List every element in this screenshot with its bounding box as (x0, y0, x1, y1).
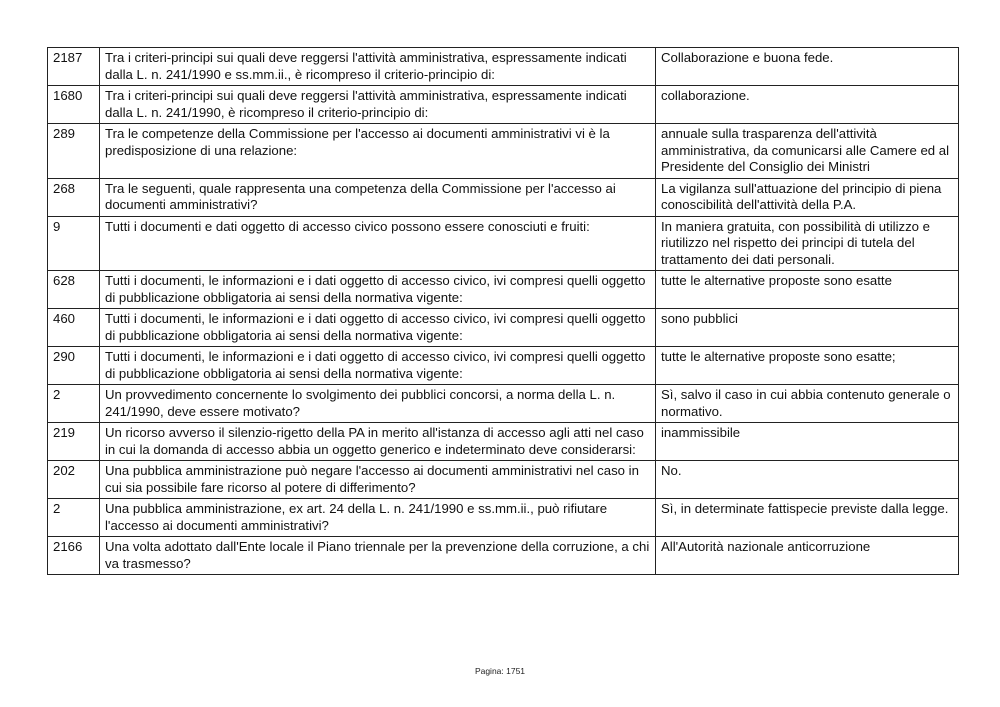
answer-text-cell: sono pubblici (656, 309, 959, 347)
question-id-cell: 2187 (48, 48, 100, 86)
answer-text-cell: collaborazione. (656, 86, 959, 124)
question-id-cell: 628 (48, 271, 100, 309)
answer-text-cell: annuale sulla trasparenza dell'attività amministrativa, da comunicarsi alle Camere ed al Presidente del Consiglio dei Ministri (656, 124, 959, 179)
answer-text-cell: All'Autorità nazionale anticorruzione (656, 537, 959, 575)
question-text-cell: Tutti i documenti, le informazioni e i dati oggetto di accesso civico, ivi compresi quelli oggetto di pubblicazione obbligatoria ai sensi della normativa vigente: (100, 271, 656, 309)
table-row (48, 385, 959, 423)
answer-text-cell: No. (656, 461, 959, 499)
question-text-cell: Una volta adottato dall'Ente locale il Piano triennale per la prevenzione della corruzione, a chi va trasmesso? (100, 537, 656, 575)
page-number: Pagina: 1751 (474, 666, 526, 676)
question-text-cell: Una pubblica amministrazione, ex art. 24 della L. n. 241/1990 e ss.mm.ii., può rifiutare l'accesso ai documenti amministrativi? (100, 499, 656, 537)
question-id-cell: 2 (48, 499, 100, 537)
question-text-cell: Un provvedimento concernente lo svolgimento dei pubblici concorsi, a norma della L. n. 241/1990, deve essere motivato? (100, 385, 656, 423)
quiz-table (47, 47, 959, 575)
question-text-cell: Tra le seguenti, quale rappresenta una competenza della Commissione per l'accesso ai documenti amministrativi? (100, 178, 656, 216)
question-id-cell: 2166 (48, 537, 100, 575)
table-row (48, 48, 959, 86)
question-id-cell: 290 (48, 347, 100, 385)
question-text-cell: Tutti i documenti e dati oggetto di accesso civico possono essere conosciuti e fruiti: (100, 216, 656, 271)
question-text-cell: Tutti i documenti, le informazioni e i dati oggetto di accesso civico, ivi compresi quelli oggetto di pubblicazione obbligatoria ai sensi della normativa vigente: (100, 309, 656, 347)
question-text-cell: Una pubblica amministrazione può negare l'accesso ai documenti amministrativi nel caso in cui sia possibile fare ricorso al potere di differimento? (100, 461, 656, 499)
question-id-cell: 2 (48, 385, 100, 423)
question-id-cell: 219 (48, 423, 100, 461)
question-id-cell: 1680 (48, 86, 100, 124)
answer-text-cell: tutte le alternative proposte sono esatte; (656, 347, 959, 385)
question-id-cell: 289 (48, 124, 100, 179)
table-row (48, 347, 959, 385)
question-id-cell: 268 (48, 178, 100, 216)
question-id-cell: 202 (48, 461, 100, 499)
answer-text-cell: Sì, salvo il caso in cui abbia contenuto generale o normativo. (656, 385, 959, 423)
table-row (48, 423, 959, 461)
table-row (48, 86, 959, 124)
table-row (48, 178, 959, 216)
question-text-cell: Tra le competenze della Commissione per l'accesso ai documenti amministrativi vi è la predisposizione di una relazione: (100, 124, 656, 179)
question-text-cell: Tra i criteri-principi sui quali deve reggersi l'attività amministrativa, espressamente indicati dalla L. n. 241/1990 e ss.mm.ii., è ricompreso il criterio-principio di: (100, 48, 656, 86)
quiz-table-body (48, 48, 959, 575)
table-row (48, 537, 959, 575)
table-row (48, 461, 959, 499)
answer-text-cell: In maniera gratuita, con possibilità di utilizzo e riutilizzo nel rispetto dei principi di tutela del trattamento dei dati personali. (656, 216, 959, 271)
question-id-cell: 9 (48, 216, 100, 271)
answer-text-cell: Sì, in determinate fattispecie previste dalla legge. (656, 499, 959, 537)
table-row (48, 309, 959, 347)
answer-text-cell: La vigilanza sull'attuazione del principio di piena conoscibilità dell'attività della P.A. (656, 178, 959, 216)
question-text-cell: Un ricorso avverso il silenzio-rigetto della PA in merito all'istanza di accesso agli atti nel caso in cui la domanda di accesso abbia un oggetto generico e indeterminato deve considerarsi: (100, 423, 656, 461)
table-row (48, 216, 959, 271)
table-row (48, 271, 959, 309)
question-text-cell: Tra i criteri-principi sui quali deve reggersi l'attività amministrativa, espressamente indicati dalla L. n. 241/1990, è ricompreso il criterio-principio di: (100, 86, 656, 124)
table-row (48, 124, 959, 179)
answer-text-cell: Collaborazione e buona fede. (656, 48, 959, 86)
question-id-cell: 460 (48, 309, 100, 347)
answer-text-cell: tutte le alternative proposte sono esatte (656, 271, 959, 309)
question-text-cell: Tutti i documenti, le informazioni e i dati oggetto di accesso civico, ivi compresi quelli oggetto di pubblicazione obbligatoria ai sensi della normativa vigente: (100, 347, 656, 385)
table-row (48, 499, 959, 537)
answer-text-cell: inammissibile (656, 423, 959, 461)
